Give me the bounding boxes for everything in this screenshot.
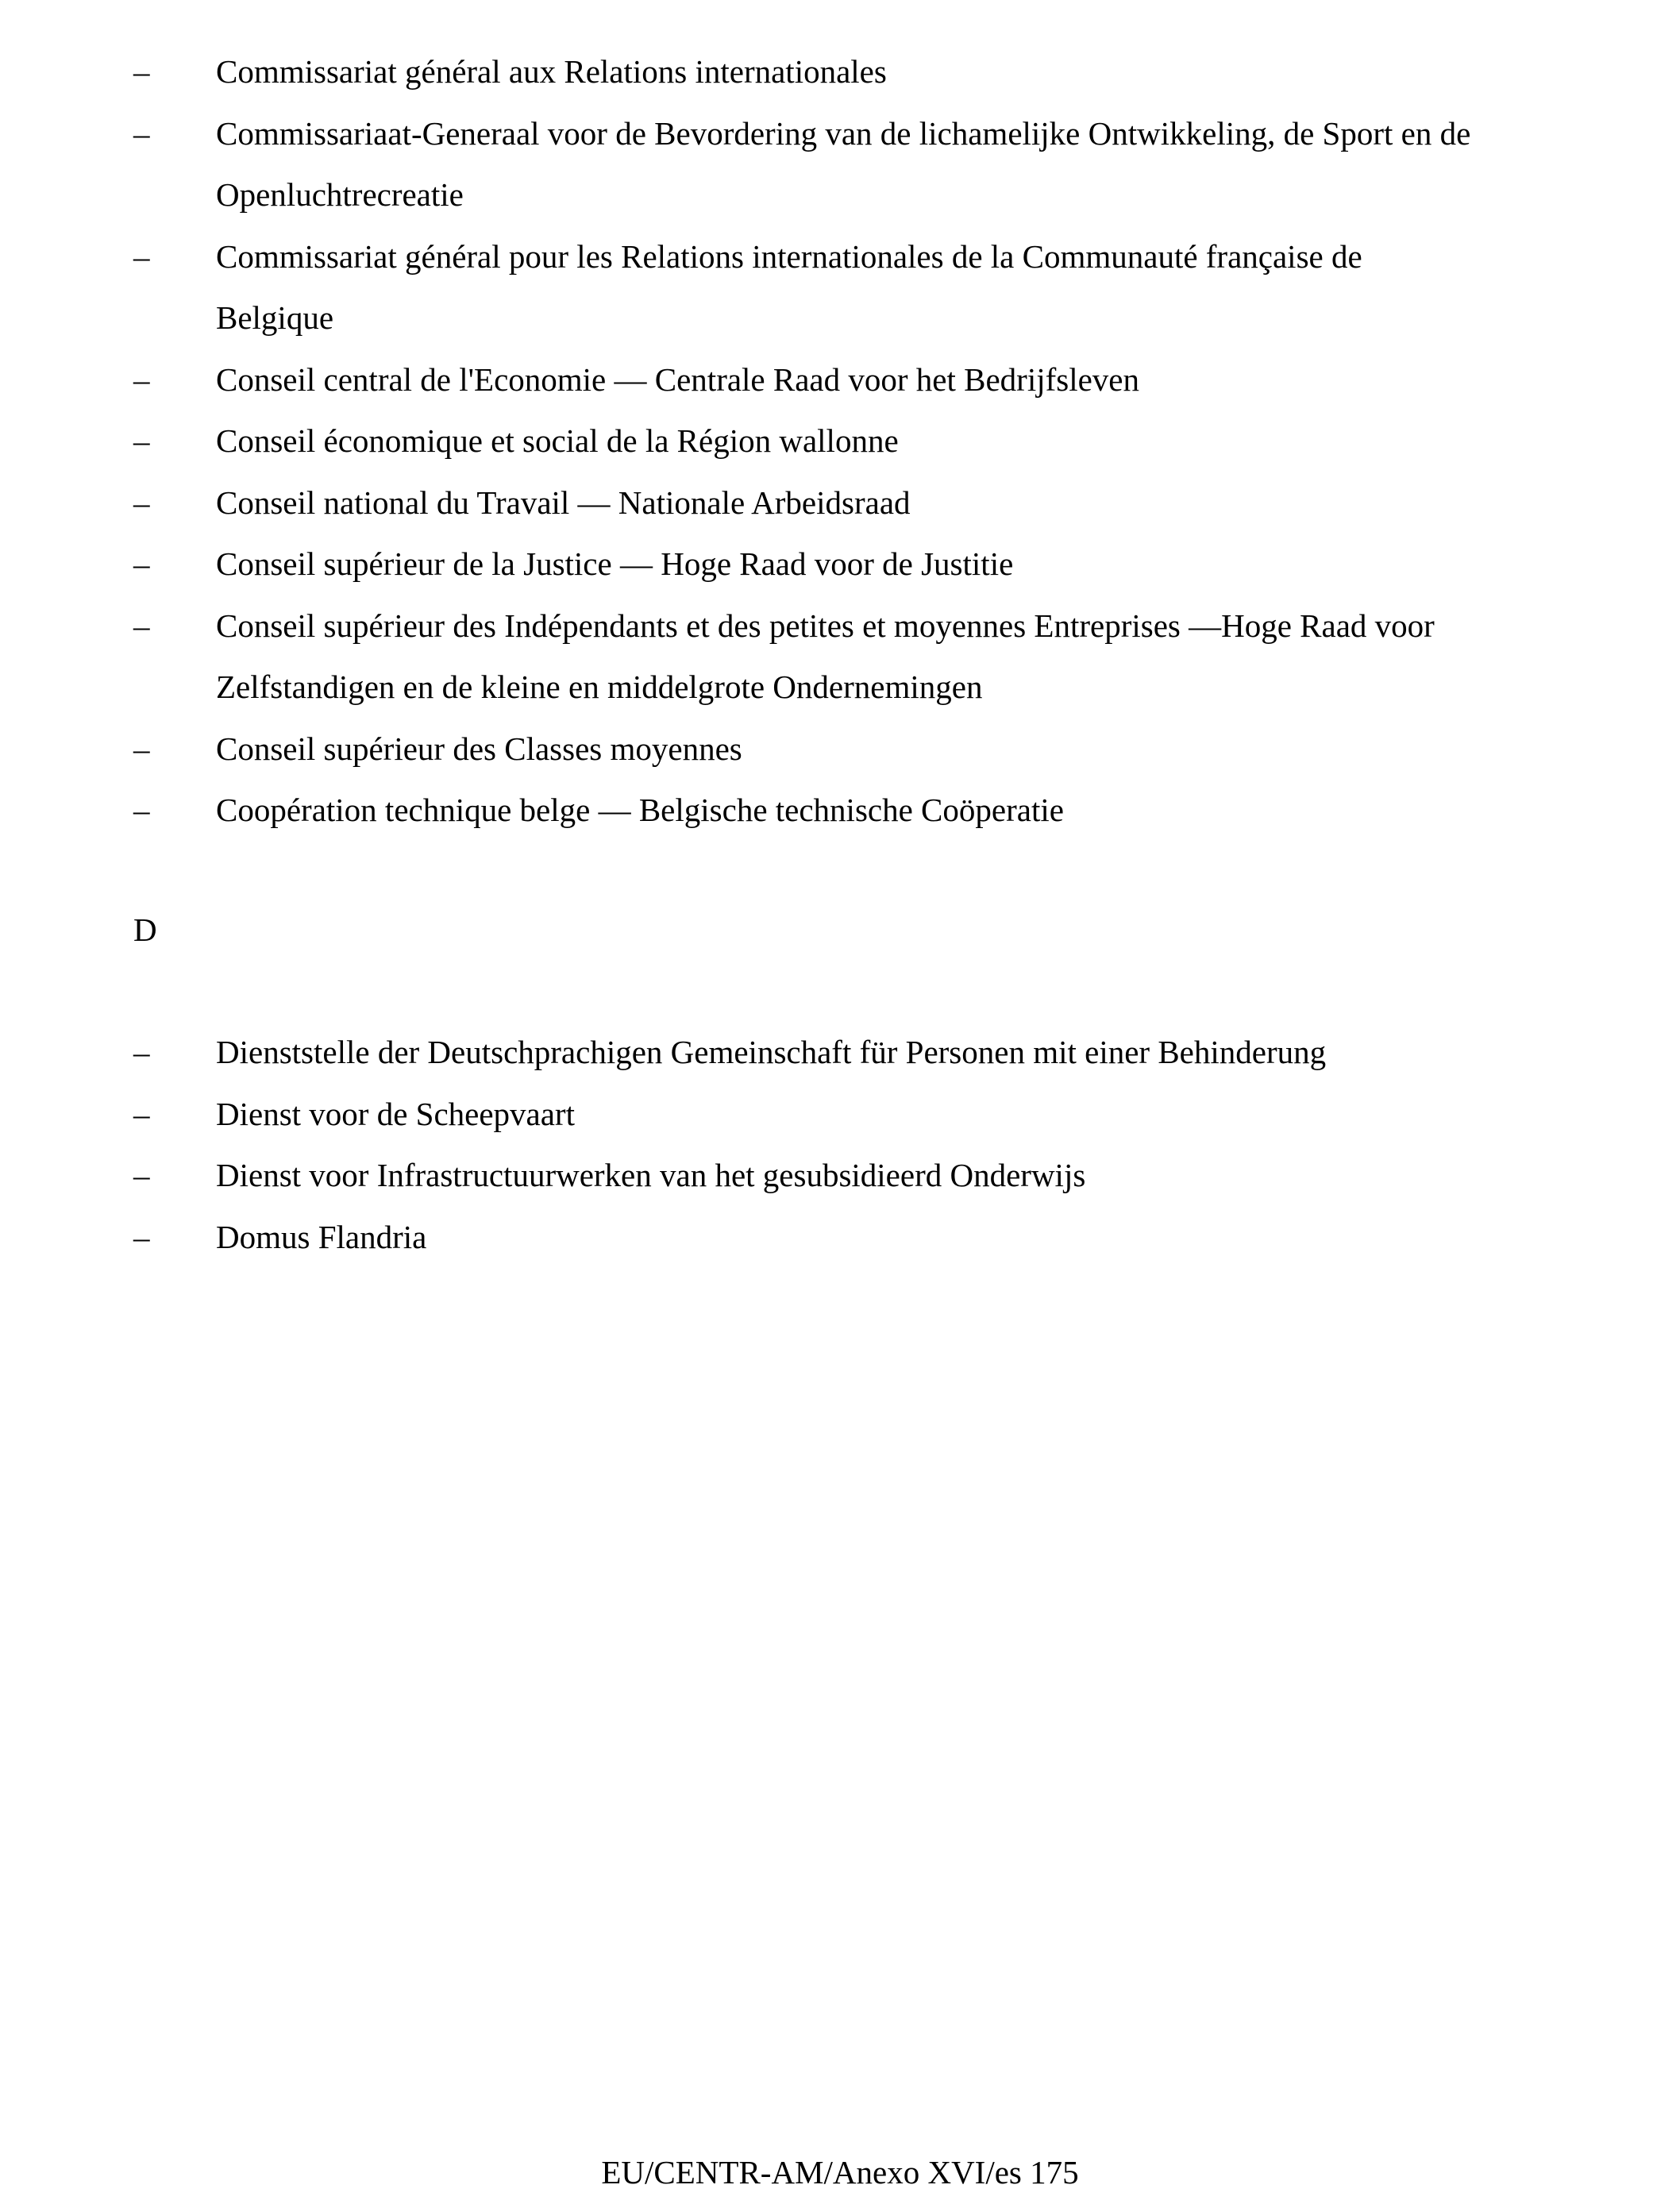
list-item-text: Commissariat général pour les Relations internationales de la Communauté française de Belgique: [216, 237, 1362, 336]
list-item: [0, 1084, 1680, 1146]
list-item-text: Conseil supérieur des Indépendants et des petites et moyennes Entreprises —Hoge Raad voor Zelfstandigen en de kleine en middelgrote Ondernemingen: [216, 607, 1435, 705]
list-dash: –: [133, 1157, 150, 1193]
organization-list-c: [0, 41, 1680, 842]
list-item-text: Dienst voor Infrastructuurwerken van het gesubsidieerd Onderwijs: [216, 1157, 1086, 1193]
list-item-text: Conseil central de l'Economie — Centrale Raad voor het Bedrijfsleven: [216, 360, 1139, 398]
list-item-text: Conseil supérieur des Classes moyennes: [216, 730, 742, 767]
list-item: [0, 1022, 1680, 1084]
list-item: [0, 103, 1680, 226]
list-item: [0, 472, 1680, 534]
list-dash: –: [133, 1034, 150, 1070]
list-item: [0, 410, 1680, 472]
list-item: [0, 226, 1680, 349]
list-dash: –: [133, 237, 150, 275]
list-item-text: Dienst voor de Scheepvaart: [216, 1095, 575, 1132]
list-dash: –: [133, 360, 150, 398]
list-dash: –: [133, 114, 150, 152]
section-heading-d: D: [133, 911, 157, 948]
page-footer-reference: EU/CENTR-AM/Anexo XVI/es 175: [601, 2154, 1079, 2191]
list-item-text: Conseil national du Travail — Nationale Arbeidsraad: [216, 484, 911, 521]
list-item: [0, 41, 1680, 103]
list-item-text: Conseil économique et social de la Région wallonne: [216, 422, 899, 459]
list-dash: –: [133, 53, 150, 90]
list-dash: –: [133, 730, 150, 767]
list-item-text: Domus Flandria: [216, 1218, 427, 1255]
organization-list-d: [0, 1022, 1680, 1268]
list-item: [0, 1207, 1680, 1269]
list-item: [0, 349, 1680, 411]
list-item: [0, 719, 1680, 780]
list-item-text: Dienststelle der Deutschprachigen Gemeinschaft für Personen mit einer Behinderung: [216, 1034, 1327, 1070]
list-item-text: Coopération technique belge — Belgische technische Coöperatie: [216, 792, 1064, 828]
list-item-text: Commissariat général aux Relations internationales: [216, 53, 887, 90]
list-item: [0, 534, 1680, 595]
list-dash: –: [133, 792, 150, 828]
list-item: [0, 595, 1680, 719]
list-dash: –: [133, 422, 150, 459]
list-dash: –: [133, 1218, 150, 1255]
list-item-text: Commissariaat-Generaal voor de Bevordering van de lichamelijke Ontwikkeling, de Sport en de Openluchtrecreatie: [216, 114, 1471, 213]
list-dash: –: [133, 607, 150, 644]
list-item: [0, 780, 1680, 842]
list-dash: –: [133, 1095, 150, 1132]
list-dash: –: [133, 484, 150, 521]
list-item: [0, 1145, 1680, 1207]
list-item-text: Conseil supérieur de la Justice — Hoge Raad voor de Justitie: [216, 545, 1014, 582]
list-dash: –: [133, 545, 150, 582]
